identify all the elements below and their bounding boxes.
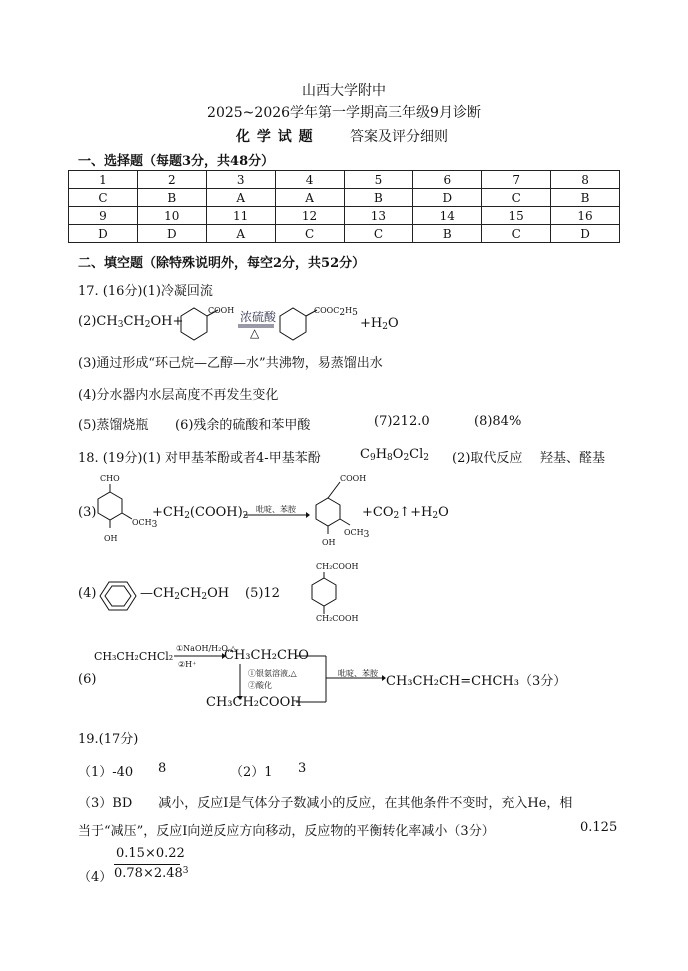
ferulic-acid-och3: $OCH_3$ [344,528,370,540]
diacid-top-group: CH₂COOH [316,562,359,571]
ferulic-acid-cooh: COOH [340,474,367,483]
q18-answer-3-label: (3) [78,505,97,520]
step3-cond: 吡啶、苯胺 [338,669,378,678]
ester-group: $COOC_2H_5$ [314,306,358,318]
answer-table-cell: C [482,189,551,207]
q18-head: 18. (19分)(1) 对甲基苯酚或者4-甲基苯酚 [78,451,321,466]
q18-answer-2b: 羟基、醛基 [540,451,606,466]
reaction-arrow [244,512,310,518]
subject-subtitle: 答案及评分细则 [350,129,448,145]
q19-answer-3-line2: 当于“减压”，反应Ⅰ向逆反应方向移动，反应物的平衡转化率减小（3分） [78,824,495,839]
ferulic-acid-oh: OH [322,538,336,547]
answer-table-cell: B [344,189,413,207]
answer-table-cell: C [482,225,551,243]
q17-head: 17. (16分)(1)冷凝回流 [78,284,213,299]
q17-answer-4: (4)分水器内水层高度不再发生变化 [78,388,279,403]
answer-table-cell: B [551,189,620,207]
section2-title: 二、填空题（除特殊说明外，每空2分，共52分） [78,256,366,271]
vanillin-structure [88,482,138,538]
answer-table-cell: 14 [413,207,482,225]
q19-fraction-numerator: 0.15×0.22 [116,846,185,861]
catalyst-label: 浓硫酸 [240,310,277,324]
step1-arrow [174,653,226,659]
start-material: CH₃CH₂CHCl₂ [94,650,174,663]
water-product: $+H_2O$ [360,316,399,332]
answer-table-cell: C [275,225,344,243]
q19-answer-2b: 3 [298,761,307,776]
answer-table-cell: 1 [69,171,138,189]
section1-title: 一、选择题（每题3分，共48分） [78,154,275,169]
answer-table-cell: 10 [137,207,206,225]
answer-table-cell: 16 [551,207,620,225]
q19-answer-1: （1）-40 [78,765,134,780]
answer-table-cell: A [275,189,344,207]
final-product: CH₃CH₂CH=CHCH₃（3分） [386,674,567,689]
answer-table-cell: A [206,225,275,243]
q17-equation-left: $(2)CH_3CH_2OH+$ [78,314,184,330]
step1-cond-bot: ②H⁺ [178,660,197,669]
answer-table [68,170,620,243]
school-name: 山西大学附中 [302,83,386,99]
answer-table-cell: B [137,189,206,207]
answer-table-cell: 11 [206,207,275,225]
q18-answer-5: (5)12 [245,586,280,601]
answer-table-row [69,171,620,189]
q18-reaction-condition: 吡啶、苯胺 [256,505,296,514]
answer-table-cell: 3 [206,171,275,189]
step3-arrow [334,675,386,681]
vanillin-cho: CHO [100,474,120,483]
q19-fraction-denominator: $0.78\times 2.48^3$ [114,866,189,881]
q19-head: 19.(17分) [78,732,139,747]
q19-answer-3-value: 0.125 [580,820,618,835]
diacid-structure [306,572,342,616]
answer-table-cell: D [413,189,482,207]
answer-table-cell: 15 [482,207,551,225]
answer-table-cell: C [344,225,413,243]
answer-table-cell: 12 [275,207,344,225]
step2-cond2: ②酸化 [248,681,272,690]
q19-answer-2: （2）1 [230,765,273,780]
subject-title: 化 学 试 题 [236,129,314,145]
malonic-acid: $+CH_2(COOH)_2$ [152,505,249,521]
answer-table-cell: D [69,225,138,243]
answer-table-cell: B [413,225,482,243]
answer-table-cell: D [551,225,620,243]
q17-answer-6: (6)残余的硫酸和苯甲酸 [175,418,311,433]
answer-table-cell: 13 [344,207,413,225]
q17-answer-3: (3)通过形成“环己烷—乙醇—水”共沸物，易蒸馏出水 [78,356,383,371]
benzoic-acid-group: COOH [208,306,235,315]
answer-table-cell: 6 [413,171,482,189]
answer-table-cell: 7 [482,171,551,189]
answer-table-cell: D [137,225,206,243]
answer-table-cell: 4 [275,171,344,189]
exam-title: 2025~2026学年第一学期高三年级9月诊断 [207,105,481,121]
propanoic-acid: CH₃CH₂COOH [206,695,302,710]
q19-answer-1b: 8 [158,761,167,776]
convergence-lines [296,654,338,704]
q18-answer-6-label: (6) [78,672,97,687]
q17-answer-8: (8)84% [474,414,522,429]
q17-answer-5: (5)蒸馏烧瓶 [78,418,149,433]
answer-table-cell: 9 [69,207,138,225]
q18-answer-4-label: (4) [78,586,97,601]
q18-products: $+CO_2↑+H_2O$ [362,505,449,521]
answer-table-cell: C [69,189,138,207]
q19-answer-3-line1: （3）BD 减小，反应Ⅰ是气体分子数减小的反应，在其他条件不变时，充入He，相 [78,796,573,811]
q18-answer-2: (2)取代反应 [452,451,523,466]
answer-table-cell: A [206,189,275,207]
vanillin-oh: OH [104,534,118,543]
phenylethanol-ring [94,576,142,616]
answer-table-cell: 8 [551,171,620,189]
answer-table-cell: 2 [137,171,206,189]
phenylethanol-chain: $—CH_2CH_2OH$ [140,586,230,602]
heat-symbol: △ [250,326,260,340]
answer-table-row [69,207,620,225]
q17-answer-7: (7)212.0 [374,414,430,429]
q18-formula: $C_9H_8O_2Cl_2$ [360,447,430,463]
vanillin-och3: $OCH_3$ [132,518,158,530]
answer-table-cell: 5 [344,171,413,189]
answer-table-row [69,225,620,243]
answer-table-row [69,189,620,207]
q19-answer-4-label: （4） [78,870,113,885]
fraction-bar [114,864,180,865]
propanal: CH₃CH₂CHO [224,648,309,663]
diacid-bottom-group: CH₂COOH [316,614,359,623]
step2-cond1: ①银氨溶液,△ [248,669,297,678]
step1-cond-top: ①NaOH/H₂O,△ [176,644,237,653]
